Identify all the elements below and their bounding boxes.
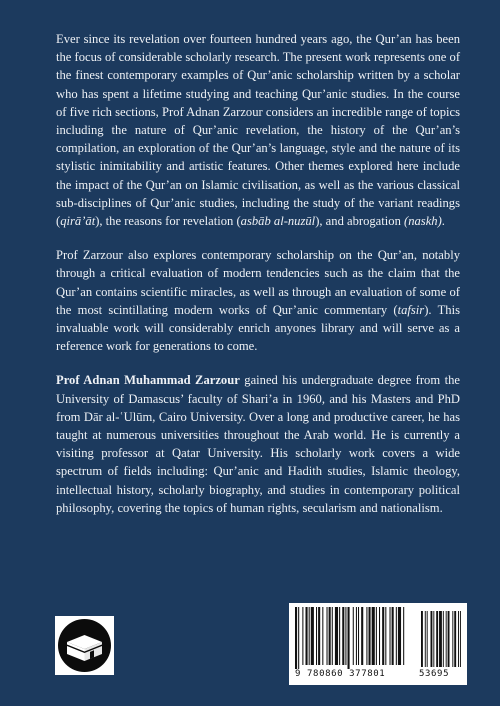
back-cover-text [56, 30, 460, 533]
paragraph-text: ), the reasons for revelation ( [95, 214, 241, 229]
publisher-logo [55, 616, 114, 675]
term-qiraat: qirā’āt [60, 214, 96, 229]
barcode-bars [292, 607, 464, 671]
isbn-digits: 9 780860 377801 [295, 669, 386, 679]
term-tafsir: tafsir [397, 302, 425, 317]
paragraph-text: gained his undergraduate degree from the University of Damascus’ faculty of Shari’a in 1960, and his Masters and PhD from Dār al-ʿUlūm, Cairo University. Over a long and productive career, he has taught at numerous universities throughout the Arab world. He is currently a visiting professor at Qatar University. His scholarly work covers a wide spectrum of fields including: Qur’anic and Hadith studies, Islamic theology, intellectual history, scholarly biography, and studies in contemporary political philosophy, covering the topics of human rights, secularism and nationalism. [56, 373, 460, 515]
paragraph-text: . [441, 214, 445, 229]
isbn-barcode [289, 603, 467, 685]
kaaba-icon [55, 616, 114, 675]
author-name: Prof Adnan Muhammad Zarzour [56, 373, 240, 388]
paragraph-text: Prof Zarzour also explores contemporary scholarship on the Qur’an, notably through a critical evaluation of modern tendencies such as the claim that the Qur’an contains scientific miracles, as well as through an evaluation of some of the most scintillating modern works of Qur’anic commentary ( [56, 248, 460, 317]
term-naskh: (naskh) [404, 214, 442, 229]
term-asbab-al-nuzul: asbāb al-nuzūl [240, 214, 316, 229]
description-paragraph-1 [56, 30, 460, 230]
paragraph-text: Ever since its revelation over fourteen hundred years ago, the Qur’an has been the focus of considerable scholarly research. The present work represents one of the finest contemporary examples of Qur’anic scholarship written by a scholar who has spent a lifetime studying and teaching Qur’anic studies. In the course of five rich sections, Prof Adnan Zarzour considers an incredible range of topics including the nature of Qur’anic revelation, the history of the Qur’an’s compilation, an exploration of the Qur’an’s language, style and the nature of its stylistic inimitability and artistic features. Other themes explored here include the impact of the Qur’an on Islamic civilisation, as well as the various classical sub-disciplines of Qur’anic studies, including the study of the variant readings ( [56, 32, 461, 229]
addon-digits: 53695 [419, 669, 450, 679]
description-paragraph-2 [56, 246, 460, 355]
paragraph-text: ), and abrogation [315, 214, 405, 229]
paragraph-text: ). This invaluable work will considerably enrich anyones library and will serve as a reference work for generations to come. [56, 302, 460, 354]
author-bio-paragraph [56, 371, 460, 517]
